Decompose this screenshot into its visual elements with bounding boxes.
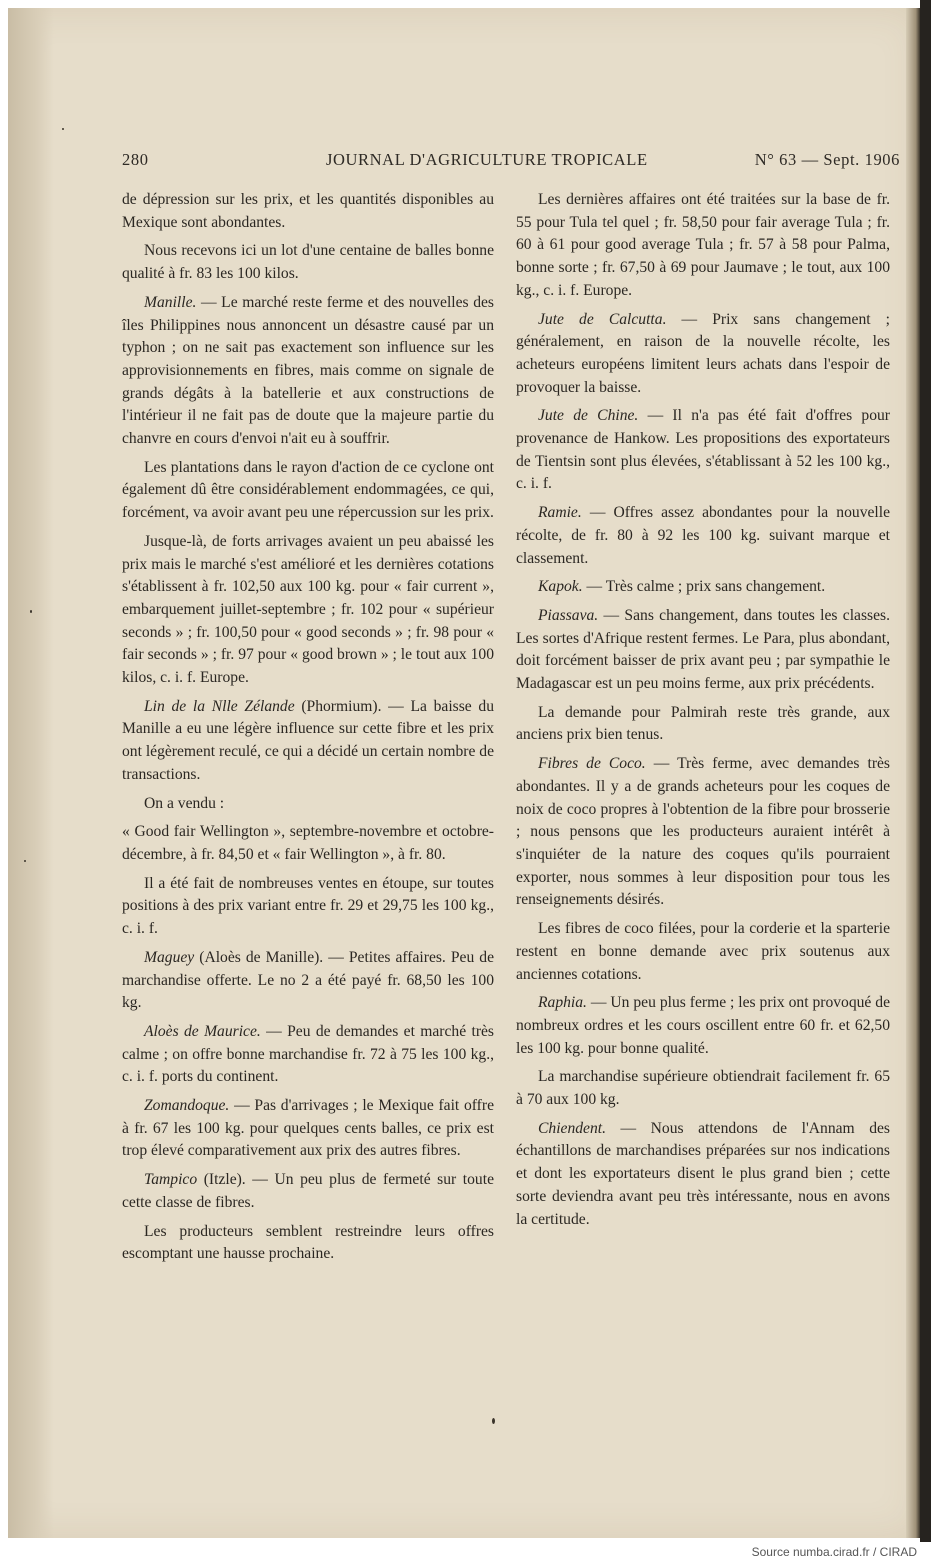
- paragraph-lead: Maguey: [144, 948, 195, 966]
- paragraph: Les plantations dans le rayon d'action de ce cyclone ont également dû être considérablement endommagées, ce qui, forcément, va avoir avant peu une répercussion sur les prix.: [122, 458, 494, 522]
- paragraph: [122, 696, 494, 787]
- paragraph-text: (Phormium). — La baisse du Manille a eu une légère influence sur cette fibre et les prix ont légèrement reculé, ce qui a décidé un certain nombre de transactions.: [122, 697, 494, 783]
- journal-title: JOURNAL D'AGRICULTURE TROPICALE: [326, 150, 648, 169]
- paragraph-text: — Le marché reste ferme et des nouvelles des îles Philippines nous annoncent un désastre causé par un typhon ; on ne sait pas exactement son influence sur les approvisionnements en fibres, mais comme on signale de grands dégâts à la batellerie et aux constructions de l'intérieur il ne fait pas de doute que la majeure partie du chanvre en cours d'envoi n'ait eu à souffrir.: [122, 293, 494, 448]
- paragraph-lead: Zomandoque.: [144, 1097, 230, 1115]
- paragraph: Les fibres de coco filées, pour la corderie et la sparterie restent en bonne demande avec prix soutenus aux anciennes cotations.: [516, 920, 890, 983]
- scan-speck: [30, 610, 32, 613]
- paragraph-text: — Sans changement, dans toutes les classes. Les sortes d'Afrique restent fermes. Le Para, plus abondant, doit forcément baisser de prix avant peu ; par sympathie le Madagascar est un peu moins ferme, aux prix précédents.: [516, 606, 890, 693]
- paragraph-text: — Un peu plus ferme ; les prix ont provoqué de nombreux ordres et les cours oscillent entre 60 fr. et 62,50 les 100 kg. pour bonne qualité.: [516, 994, 890, 1057]
- issue-info: N° 63 — Sept. 1906: [754, 150, 900, 169]
- paragraph: « Good fair Wellington », septembre-novembre et octobre-décembre, à fr. 84,50 et « fair Wellington », à fr. 80.: [122, 823, 494, 863]
- paragraph-lead: Lin de la Nlle Zélande: [144, 697, 295, 715]
- paragraph: [122, 292, 494, 451]
- left-column: [122, 189, 494, 1272]
- page-binding-shadow: [8, 8, 54, 1538]
- paragraph-lead: Chiendent.: [538, 1119, 606, 1137]
- paragraph-lead: Jute de Chine.: [538, 407, 639, 425]
- paragraph-lead: Tampico: [144, 1171, 198, 1189]
- paragraph: On a vendu :: [144, 794, 225, 812]
- paragraph-text: (Itzle). — Un peu plus de fermeté sur toute cette classe de fibres.: [122, 1171, 494, 1211]
- paragraph: de dépression sur les prix, et les quantités disponibles au Mexique sont abondantes.: [122, 191, 494, 231]
- paragraph-lead: Manille.: [144, 293, 197, 311]
- paragraph: Les producteurs semblent restreindre leurs offres escomptant une hausse prochaine.: [122, 1222, 494, 1263]
- paragraph-text: — Prix sans changement ; généralement, en raison de la nouvelle récolte, les acheteurs européens limitent leurs achats dans l'espoir de provoquer la baisse.: [516, 310, 890, 396]
- paragraph-text: — Il n'a pas été fait d'offres pour provenance de Hankow. Les propositions des exportateurs de Tientsin sont plus élevées, s'établissant à 52 les 100 kg., c. i. f.: [516, 407, 890, 493]
- running-header: [122, 150, 900, 174]
- paragraph: [122, 1021, 494, 1089]
- paragraph: Jusque-là, de forts arrivages avaient un peu abaissé les prix mais le marché s'est amélioré et les dernières cotations s'établissent à fr. 102,50 aux 100 kg. pour « fair current », embarquement juillet-septembre ; fr. 102 pour « supérieur seconds » ; fr. 100,50 pour « good seconds » ; fr. 98 pour « fair seconds » ; fr. 97 pour « good brown » ; le tout aux 100 kilos, c. i. f. Europe.: [122, 532, 494, 687]
- paragraph-text: — Peu de demandes et marché très calme ; on offre bonne marchandise fr. 72 à 75 les 100 kg., c. i. f. ports du continent.: [122, 1022, 495, 1086]
- paragraph: [122, 947, 494, 1015]
- paragraph-lead: Jute de Calcutta.: [538, 310, 667, 328]
- scan-speck: [492, 1418, 495, 1424]
- paragraph-lead: Kapok.: [538, 578, 583, 596]
- paragraph: [122, 1095, 494, 1163]
- paragraph-lead: Raphia.: [538, 994, 587, 1012]
- paragraph: La marchandise supérieure obtiendrait facilement fr. 65 à 70 aux 100 kg.: [516, 1068, 890, 1109]
- paragraph-text: — Offres assez abondantes pour la nouvelle récolte, de fr. 80 à 92 les 100 kg. suivant marque et classement.: [516, 504, 890, 567]
- paragraph-lead: Ramie.: [538, 504, 582, 522]
- paragraph: La demande pour Palmirah reste très grande, aux anciens prix bien tenus.: [516, 703, 890, 744]
- paragraph-lead: Aloès de Maurice.: [144, 1022, 261, 1040]
- paragraph: [516, 405, 890, 496]
- paragraph: Il a été fait de nombreuses ventes en étoupe, sur toutes positions à des prix variant entre fr. 29 et 29,75 les 100 kg., c. i. f.: [122, 874, 494, 938]
- paragraph-text: — Très ferme, avec demandes très abondantes. Il y a de grands acheteurs pour les coques de noix de coco propres à l'obtention de la fibre pour brosserie ; nous pensons que les producteurs auraient intérêt à s'inquiéter de la nature des coques qu'ils pourraient exporter, nous sommes à leur disposition pour tous les renseignements désirés.: [516, 755, 891, 909]
- paragraph-text: (Aloès de Manille). — Petites affaires. Peu de marchandise offerte. Le no 2 a été payé fr. 68,50 les 100 kg.: [122, 948, 494, 1012]
- paragraph: Nous recevons ici un lot d'une centaine de balles bonne qualité à fr. 83 les 100 kilos.: [122, 242, 494, 283]
- paragraph: [516, 992, 890, 1060]
- paragraph: [516, 753, 890, 912]
- page-number: 280: [122, 150, 149, 169]
- scan-speck: [62, 128, 64, 130]
- source-credit: Source numba.cirad.fr / CIRAD: [751, 1545, 917, 1559]
- page-right-edge: [906, 8, 920, 1538]
- paragraph-text: — Très calme ; prix sans changement.: [582, 578, 826, 596]
- paragraph: [516, 309, 890, 400]
- paragraph: [516, 605, 890, 696]
- paragraph: [516, 1118, 890, 1232]
- paragraph: [516, 502, 890, 570]
- paragraph-text: — Nous attendons de l'Annam des échantillons de marchandises préparées sur nos indications et dont les exportateurs disent le plus grand bien ; cette sorte deviendra avant peu très intéressante, nous en avons la certitude.: [516, 1119, 890, 1228]
- right-column: [516, 189, 890, 1237]
- paragraph: [122, 1169, 494, 1214]
- paragraph: Les dernières affaires ont été traitées sur la base de fr. 55 pour Tula tel quel ; fr. 58,50 pour fair average Tula ; fr. 60 à 61 pour good average Tula ; fr. 57 à 58 pour Palma, bonne sorte ; fr. 67,50 à 69 pour Jaumave ; le tout, aux 100 kg., c. i. f. Europe.: [516, 191, 890, 299]
- paragraph-lead: Piassava.: [538, 606, 599, 624]
- scan-dark-edge: [920, 0, 931, 1542]
- paragraph: [516, 576, 890, 599]
- scan-speck: [24, 860, 26, 862]
- paragraph-text: — Pas d'arrivages ; le Mexique fait offre à fr. 67 les 100 kg. pour quelques cents balles, ce prix est trop élevé comparativement aux prix des autres fibres.: [122, 1097, 494, 1160]
- paragraph-lead: Fibres de Coco.: [538, 755, 646, 773]
